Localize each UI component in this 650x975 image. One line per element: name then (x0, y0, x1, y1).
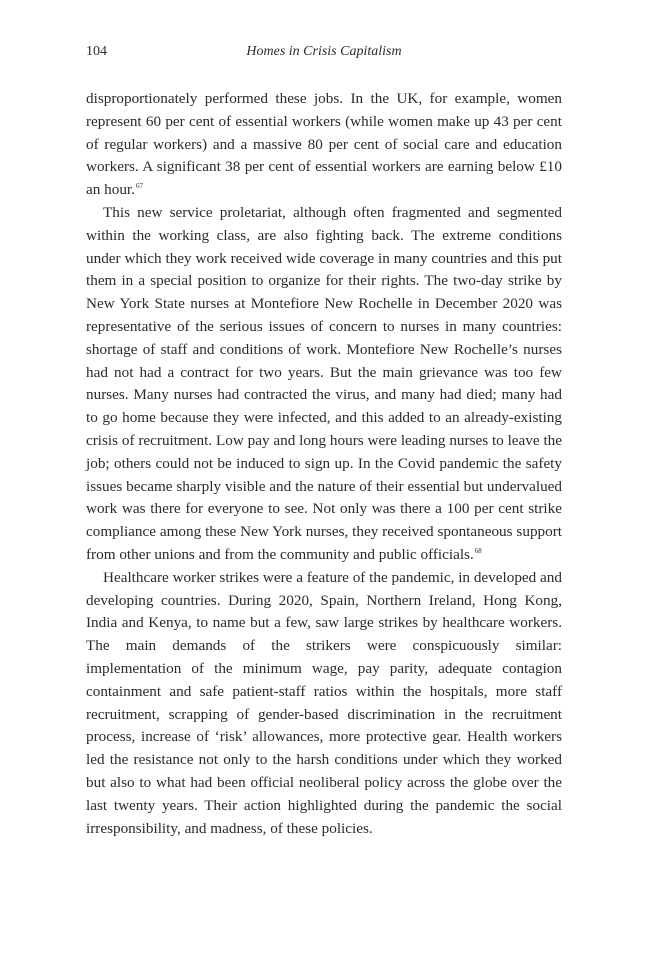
paragraph-text: Healthcare worker strikes were a feature of the pandemic, in developed and developing countries. During 2020, Spain, Northern Ireland, Hong Kong, India and Kenya, to name but a few, saw large strikes by healthcare workers. The main demands of the strikers were conspicuously similar: implementation of the minimum wage, pay parity, adequate contagion containment and safe patient-staff ratios within the hospitals, more staff recruitment, scrapping of gender-based discrimination in the recruitment process, increase of ‘risk’ allowances, more protective gear. Health workers led the resistance not only to the harsh conditions under which they worked but also to what had been official neoliberal policy across the globe over the last twenty years. Their action highlighted during the pandemic the social irresponsibility, and madness, of these policies. (86, 568, 562, 837)
paragraph-2 (86, 202, 562, 567)
page-header (86, 44, 562, 64)
footnote-ref-68: 68 (474, 546, 482, 555)
paragraph-1 (86, 88, 562, 202)
page-number: 104 (86, 44, 107, 59)
running-head: Homes in Crisis Capitalism (246, 44, 402, 59)
paragraph-3 (86, 567, 562, 841)
footnote-ref-67: 67 (135, 182, 143, 191)
body-text (86, 88, 562, 840)
paragraph-text: This new service proletariat, although often fragmented and segmented within the working class, are also fighting back. The extreme conditions under which they work received wide coverage in many countries and this put them in a special position to organize for their rights. The two-day strike by New York State nurses at Montefiore New Rochelle in December 2020 was representative of the serious issues of concern to nurses in many countries: shortage of staff and conditions of work. Montefiore New Rochelle’s nurses had not had a contract for two years. But the main grievance was too few nurses. Many nurses had contracted the virus, and many had died; many had to go home because they were infected, and this added to an already-existing crisis of recruitment. Low pay and long hours were leading nurses to leave the job; others could not be induced to sign up. In the Covid pandemic the safety issues became sharply visible and the nature of their essential but undervalued work was there for everyone to see. Not only was there a 100 per cent strike compliance among these New York nurses, they received spontaneous support from other unions and from the community and public officials. (86, 203, 562, 563)
paragraph-text: disproportionately performed these jobs. In the UK, for example, women represent 60 per cent of essential workers (while women make up 43 per cent of regular workers) and a massive 80 per cent of social care and education workers. A significant 38 per cent of essential workers are earning below £10 an hour. (86, 90, 562, 199)
